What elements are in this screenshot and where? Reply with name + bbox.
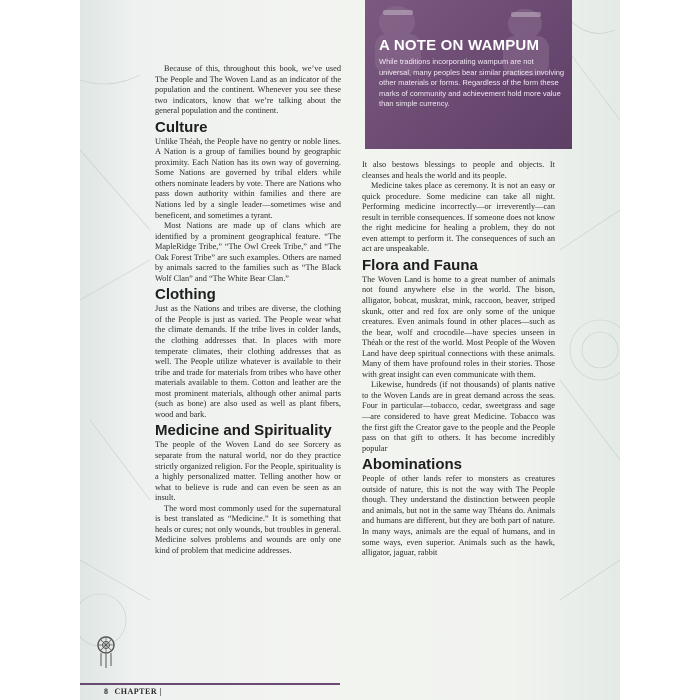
sidebar-title: A NOTE ON WAMPUM [379,37,540,54]
medicine-paragraph-2: The word most commonly used for the supernatural is best translated as “Medicine.” It is something that heals or cures; not only wounds, but troubles in general. Medicine solves problems and wounds are only one kind of problem that medicine addresses. [155,503,341,555]
right-column [362,160,555,559]
clothing-paragraph-1: Just as the Nations and tribes are diverse, the clothing of the People is just as varied. The People wear what the climate demands. If the tribe lives in colder lands, the clothing addresses that. In places with more temperate climates, their clothing addresses that as well. The People utilize whatever is available to their tribe and trade for materials from tribes who have other materials available to them. Cotton and leather are the most prominent materials, although other animal parts (such as bone) are also used as well as plant fibers, wood and bark. [155,304,341,419]
left-column [155,64,341,556]
book-page [80,0,620,700]
dreamcatcher-emblem-icon [95,635,117,669]
abominations-paragraph-1: People of other lands refer to monsters as creatures outside of nature, this is not the way with The People though. They understand the distinction between people and animals, but not in the same way Théans do. Animals and humans are different, but they are both part of nature. In many ways, animals are the equal of humans, and in some ways, even superior. Animals such as the hawk, alligator, jaguar, rabbit [362,474,555,558]
intro-section [155,64,341,117]
chapter-label: CHAPTER | [114,687,162,696]
flora-paragraph-1: The Woven Land is home to a great number of animals not found anywhere else in the world. The bison, alligator, bobcat, muskrat, mink, raccoon, beaver, striped skunk, otter and red fox are only some of the unique creatures. Even animals found in other places—such as the bear, wolf and crocodile—have species unseen in Théah or the rest of the world. Most People of the Woven Land have deep spiritual connections with these animals. Many of them have profound roles in their stories. Those with great insight can even communicate with them. [362,274,555,379]
culture-heading: Culture [155,118,208,136]
medicine-paragraph-1: The people of the Woven Land do see Sorcery as separate from the natural world, nor do they practice strictly organized religion. For the People, spirituality is a highly personalized matter. Telling another how or what to believe is rude and can even be seen as an insult. [155,440,341,503]
culture-paragraph-1: Unlike Théah, the People have no gentry or noble lines. A Nation is a group of families bound by geographic proximity. Each Nation has its own way of governing. Some Nations are governed by tribal elders while others nominate leaders by vote. There are Nations who pass down authority within families and there are Nations led by a single leader—sometimes wise and beneficent, and sometimes a tyrant. [155,136,341,220]
sidebar-body: While traditions incorporating wampum are not universal, many peoples bear similar practices involving other materials or forms. Regardless of the form these marks of community and achievement hold more value than simple currency. [379,57,565,109]
page-number: 8 [104,687,109,696]
medicine-paragraph-4: Medicine takes place as ceremony. It is not an easy or quick procedure. Some medicine can take all night. Performing medicine incorrectly—or irreverently—can result in terrible consequences. If someone does not know the right medicine for healing a problem, they do not even attempt to perform it. The consequences of such an act are unspeakable. [362,181,555,254]
flora-heading: Flora and Fauna [362,256,478,274]
wampum-sidebar [365,0,572,149]
abominations-heading: Abominations [362,456,462,474]
footer-label [104,687,168,696]
flora-paragraph-2: Likewise, hundreds (if not thousands) of plants native to the Woven Lands are in great demand across the seas. Four in particular—tobacco, cedar, sweetgrass and sage—are considered to have great Medicine. Tobacco was the first gift the Creator gave to the people and the People pass on that gift to others. It has become incredibly popular [362,380,555,453]
medicine-heading: Medicine and Spirituality [155,422,332,440]
page-footer [80,670,620,700]
intro-paragraph: Because of this, throughout this book, we’ve used The People and The Woven Land as an indicator of the population and the continent. Whenever you see these two indicators, know that we’re talking about the general population and the continent. [155,64,341,116]
culture-paragraph-2: Most Nations are made up of clans which are identified by a prominent geographical feature. “The MapleRidge Tribe,” “The Owl Creek Tribe,” and “The Oak Forest Tribe” are such examples. Others are named by animals sacred to the families such as “The Black Wolf Clan” and “The White Bear Clan.” [155,221,341,283]
clothing-heading: Clothing [155,286,216,304]
medicine-paragraph-3: It also bestows blessings to people and objects. It cleanses and heals the world and its people. [362,160,555,180]
footer-accent-bar [80,683,340,685]
